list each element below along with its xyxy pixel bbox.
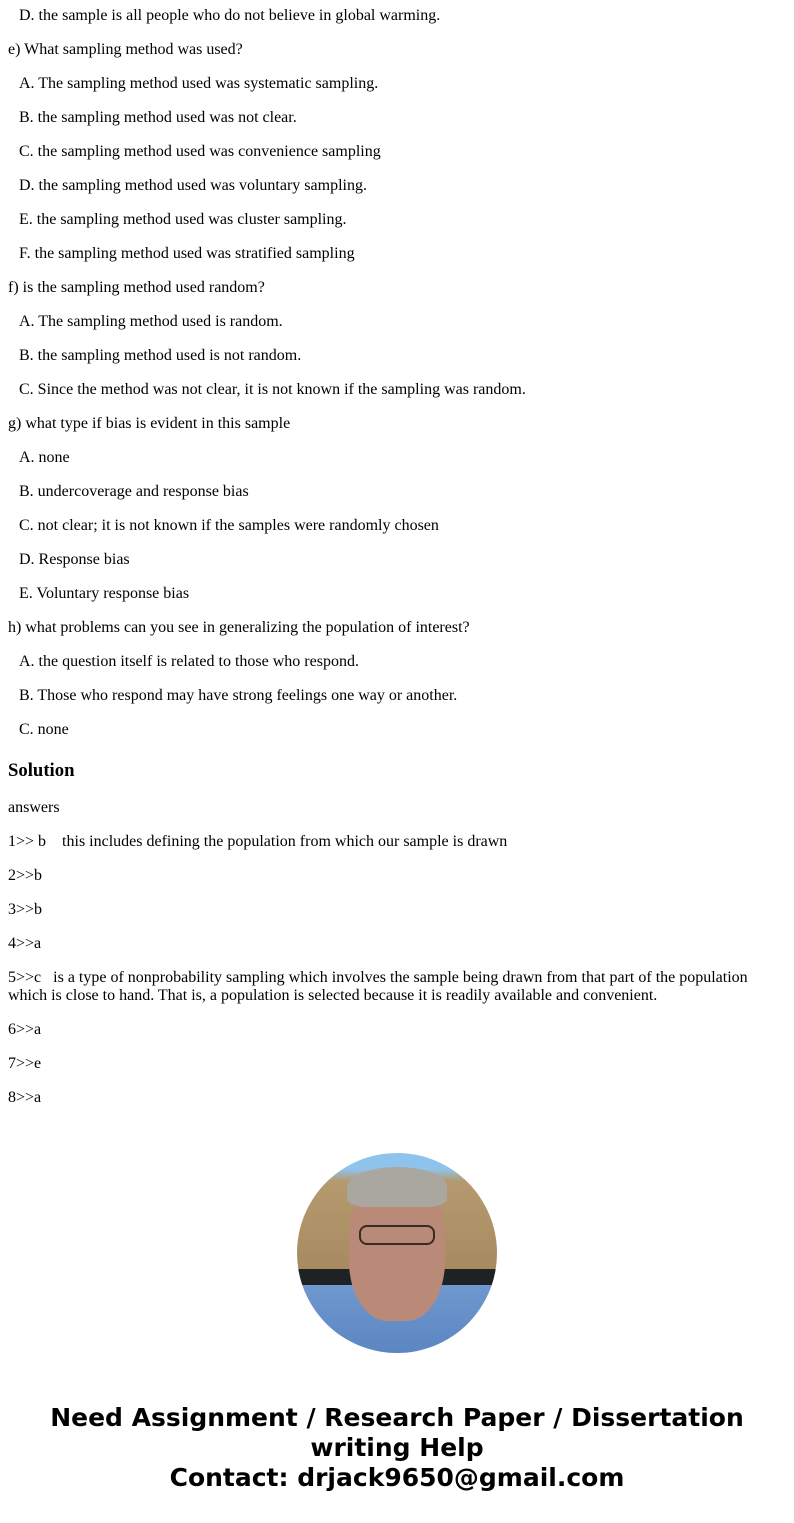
question-prompt: g) what type if bias is evident in this sample <box>8 415 291 432</box>
solution-heading: Solution <box>8 760 75 781</box>
avatar-glasses <box>359 1225 435 1245</box>
answer: 8>>a <box>8 1089 42 1106</box>
option: A. none <box>19 449 70 466</box>
option: D. the sample is all people who do not believe in global warming. <box>19 7 441 24</box>
option: C. Since the method was not clear, it is not known if the sampling was random. <box>19 381 526 398</box>
author-avatar <box>297 1153 497 1353</box>
banner-contact: Contact: drjack9650@gmail.com <box>169 1463 625 1492</box>
option: D. Response bias <box>19 551 130 568</box>
option: A. The sampling method used was systematic sampling. <box>19 75 379 92</box>
option: D. the sampling method used was voluntary sampling. <box>19 177 367 194</box>
option: C. none <box>19 721 69 738</box>
option: C. the sampling method used was convenience sampling <box>19 143 381 160</box>
solution-intro: answers <box>8 799 60 816</box>
option: C. not clear; it is not known if the samples were randomly chosen <box>19 517 439 534</box>
answer: 1>> b this includes defining the population from which our sample is drawn <box>8 833 508 850</box>
option: F. the sampling method used was stratified sampling <box>19 245 355 262</box>
option: B. Those who respond may have strong feelings one way or another. <box>19 687 458 704</box>
option: B. the sampling method used is not random. <box>19 347 302 364</box>
option: A. the question itself is related to those who respond. <box>19 653 359 670</box>
avatar-hair <box>347 1167 447 1207</box>
option: B. the sampling method used was not clear. <box>19 109 297 126</box>
banner-headline: Need Assignment / Research Paper / Dissertation writing Help <box>50 1403 744 1462</box>
answer: 5>>c is a type of nonprobability sampling which involves the sample being drawn from that part of the population which is close to hand. That is, a population is selected because it is readily available and convenient. <box>8 969 752 1004</box>
answer: 2>>b <box>8 867 43 884</box>
answer: 4>>a <box>8 935 42 952</box>
option: E. Voluntary response bias <box>19 585 190 602</box>
answer: 3>>b <box>8 901 43 918</box>
option: A. The sampling method used is random. <box>19 313 283 330</box>
contact-banner <box>0 1403 794 1493</box>
option: E. the sampling method used was cluster sampling. <box>19 211 347 228</box>
option: B. undercoverage and response bias <box>19 483 249 500</box>
answer: 7>>e <box>8 1055 42 1072</box>
answer: 6>>a <box>8 1021 42 1038</box>
question-prompt: f) is the sampling method used random? <box>8 279 265 296</box>
question-prompt: h) what problems can you see in generalizing the population of interest? <box>8 619 470 636</box>
question-prompt: e) What sampling method was used? <box>8 41 243 58</box>
